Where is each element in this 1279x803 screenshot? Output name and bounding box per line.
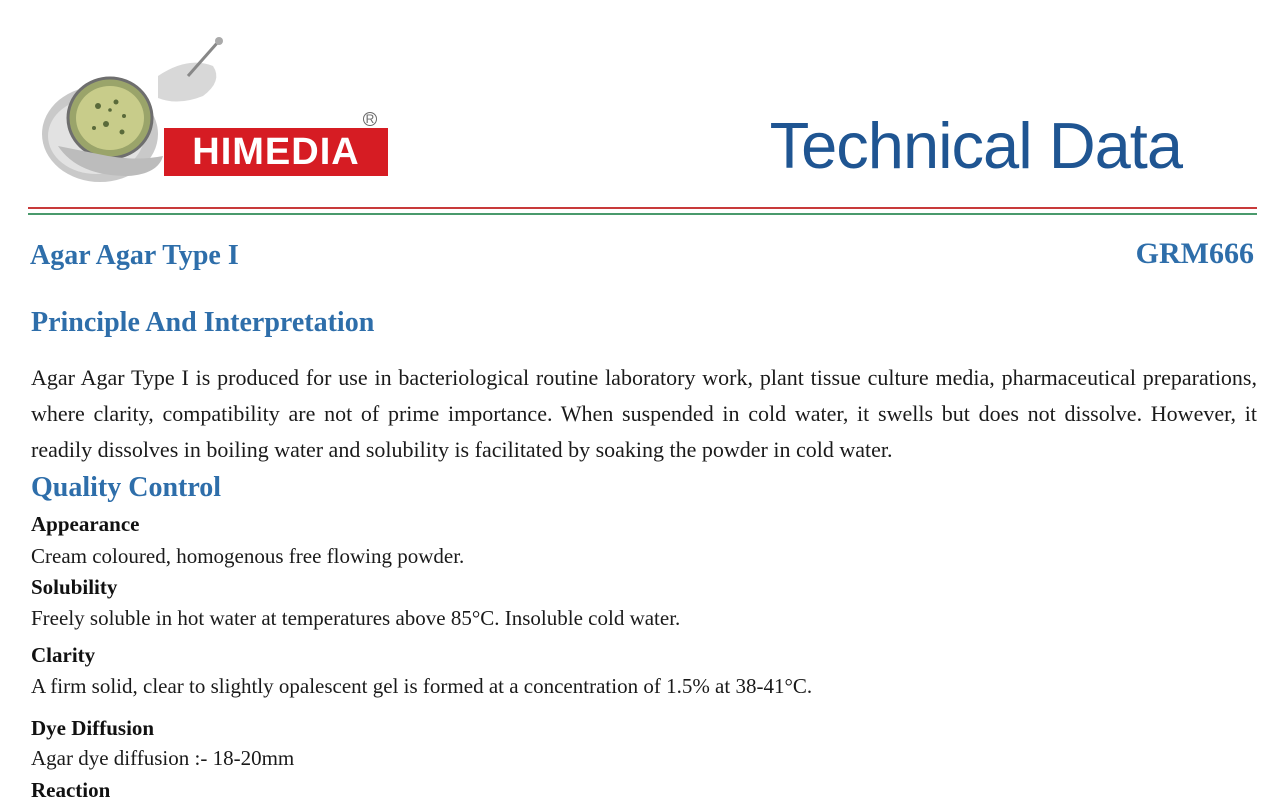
page-title: Technical Data	[769, 109, 1182, 182]
qc-label-reaction: Reaction	[31, 778, 111, 802]
qc-value-appearance: Cream coloured, homogenous free flowing powder.	[31, 544, 465, 568]
product-name: Agar Agar Type I	[30, 240, 239, 271]
quality-control-heading: Quality Control	[31, 472, 222, 503]
logo-wordmark: HIMEDIA	[164, 128, 388, 176]
qc-label-dye-diffusion: Dye Diffusion	[31, 716, 155, 740]
qc-value-clarity: A firm solid, clear to slightly opalescent gel is formed at a concentration of 1.5% at 38-41°C.	[31, 674, 813, 698]
principle-body: Agar Agar Type I is produced for use in bacteriological routine laboratory work, plant tissue culture media, pharmaceutical preparations, where clarity, compatibility are not of prime importance. When suspended in cold water, it swells but does not dissolve. However, it readily dissolves in boiling water and solubility is facilitated by soaking the powder in cold water.	[31, 365, 1257, 462]
qc-value-dye-diffusion: Agar dye diffusion :- 18-20mm	[31, 746, 295, 770]
qc-label-solubility: Solubility	[31, 575, 118, 599]
qc-label-appearance: Appearance	[31, 512, 140, 536]
qc-value-solubility: Freely soluble in hot water at temperatures above 85°C. Insoluble cold water.	[31, 606, 681, 630]
header-divider-green	[28, 213, 1257, 215]
header-divider-red	[28, 207, 1257, 209]
principle-heading: Principle And Interpretation	[31, 307, 375, 338]
himedia-logo	[38, 36, 383, 196]
page-header	[0, 0, 1279, 200]
registered-mark: R	[363, 112, 377, 126]
product-code: GRM666	[1135, 237, 1254, 270]
qc-label-clarity: Clarity	[31, 643, 96, 667]
